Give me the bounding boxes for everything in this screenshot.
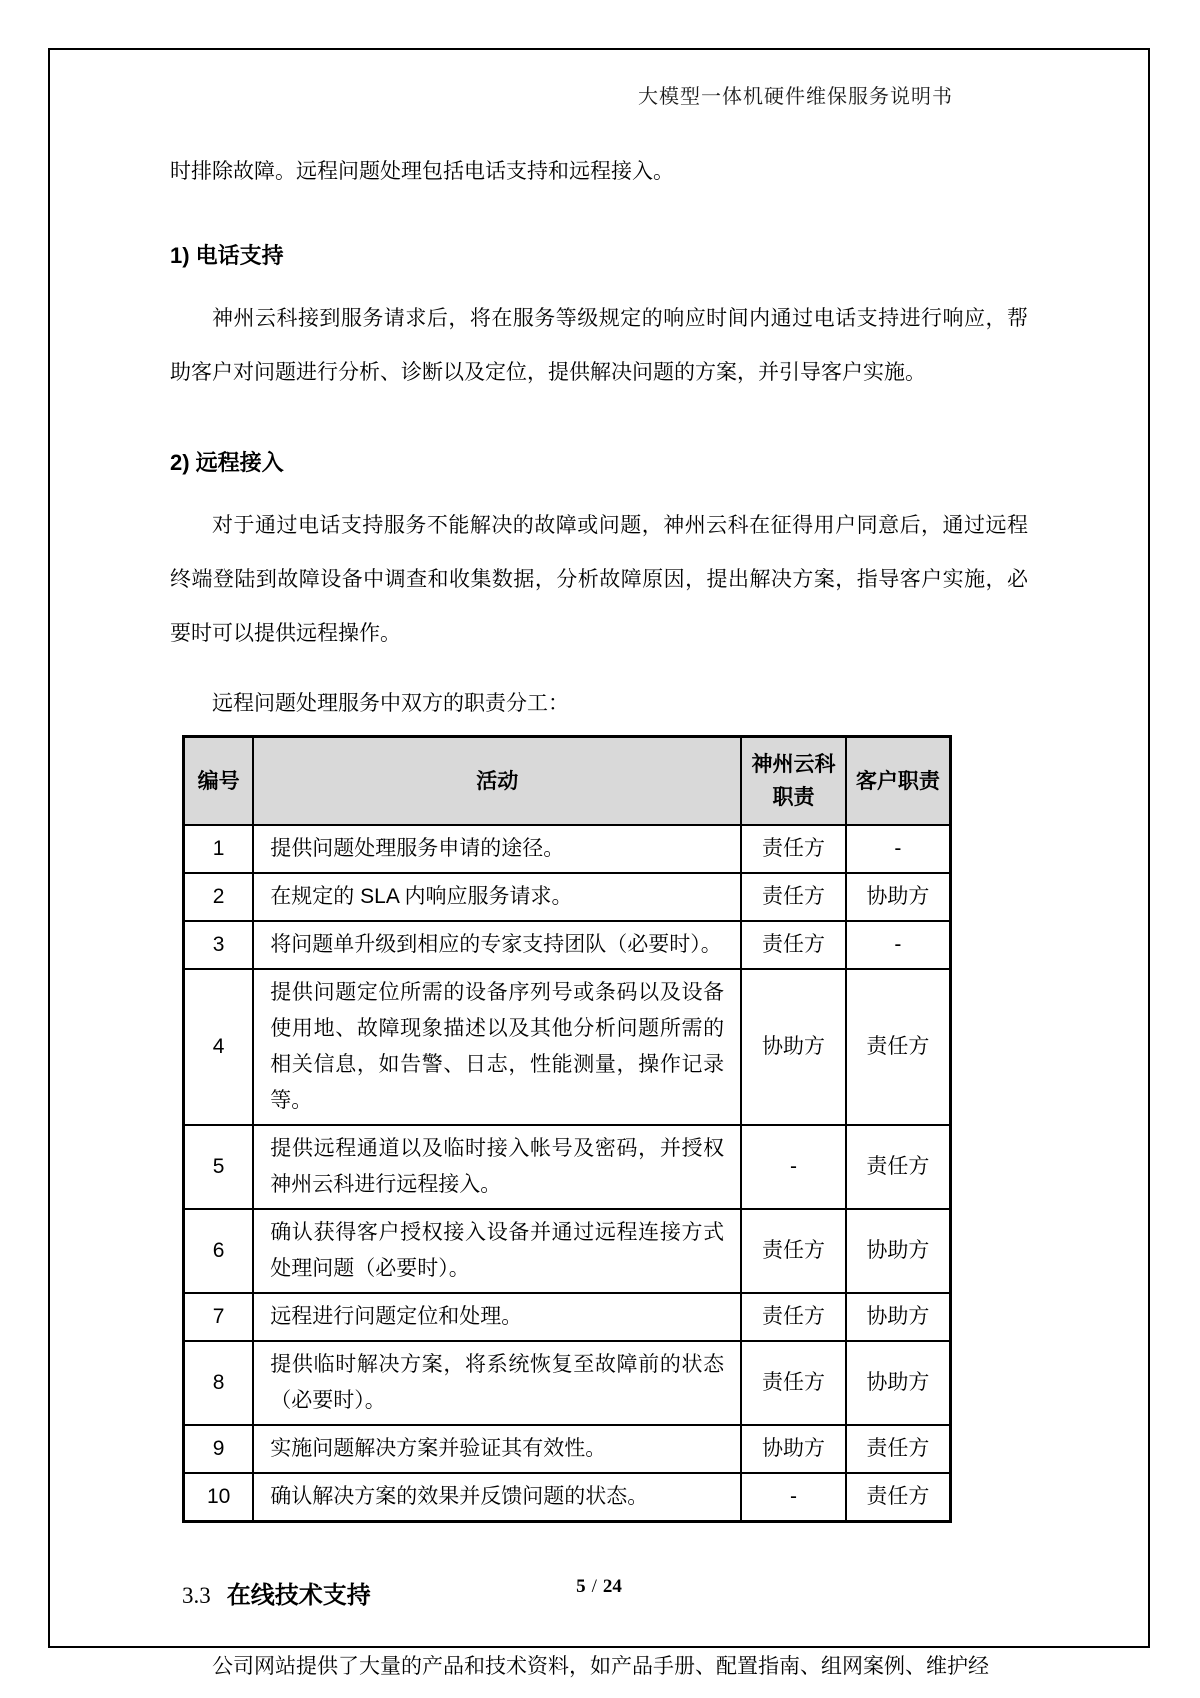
page-number-total: 24 bbox=[602, 1576, 622, 1597]
table-row bbox=[184, 1293, 951, 1341]
paragraph-online-support: 公司网站提供了大量的产品和技术资料，如产品手册、配置指南、组网案例、维护经 bbox=[212, 1655, 989, 1678]
customer-role-cell: - bbox=[846, 825, 951, 873]
table-row bbox=[184, 921, 951, 969]
customer-role-cell: 协助方 bbox=[846, 1293, 951, 1341]
page-number-current: 5 bbox=[576, 1576, 586, 1597]
subsection-heading-phone-support: 1) 电话支持 bbox=[170, 243, 284, 268]
row-number-cell: 8 bbox=[184, 1341, 254, 1425]
activity-cell: 确认解决方案的效果并反馈问题的状态。 bbox=[253, 1473, 741, 1522]
table-header-row bbox=[184, 737, 951, 826]
table-row bbox=[184, 825, 951, 873]
section-number: 3.3 bbox=[182, 1583, 211, 1608]
vendor-role-cell: 责任方 bbox=[741, 1209, 846, 1293]
table-row bbox=[184, 1125, 951, 1209]
activity-cell: 提供问题定位所需的设备序列号或条码以及设备使用地、故障现象描述以及其他分析问题所需的相关信息，如告警、日志，性能测量，操作记录等。 bbox=[253, 969, 741, 1125]
vendor-role-cell: - bbox=[741, 1473, 846, 1522]
section-title: 在线技术支持 bbox=[226, 1582, 371, 1609]
row-number-cell: 9 bbox=[184, 1425, 254, 1473]
table-header-cell: 神州云科 职责 bbox=[741, 737, 846, 826]
responsibility-table-body bbox=[184, 825, 951, 1522]
activity-cell: 实施问题解决方案并验证其有效性。 bbox=[253, 1425, 741, 1473]
customer-role-cell: 协助方 bbox=[846, 1209, 951, 1293]
table-row bbox=[184, 1209, 951, 1293]
customer-role-cell: 责任方 bbox=[846, 1473, 951, 1522]
lead-paragraph: 时排除故障。远程问题处理包括电话支持和远程接入。 bbox=[170, 160, 674, 183]
page-header-title: 大模型一体机硬件维保服务说明书 bbox=[638, 86, 953, 108]
responsibility-table bbox=[182, 735, 952, 1523]
row-number-cell: 7 bbox=[184, 1293, 254, 1341]
vendor-role-cell: 责任方 bbox=[741, 1293, 846, 1341]
activity-cell: 提供远程通道以及临时接入帐号及密码，并授权神州云科进行远程接入。 bbox=[253, 1125, 741, 1209]
table-header-cell: 活动 bbox=[253, 737, 741, 826]
table-row bbox=[184, 1341, 951, 1425]
vendor-role-cell: 责任方 bbox=[741, 1341, 846, 1425]
row-number-cell: 5 bbox=[184, 1125, 254, 1209]
vendor-role-cell: 责任方 bbox=[741, 873, 846, 921]
vendor-role-cell: 责任方 bbox=[741, 825, 846, 873]
vendor-role-cell: 责任方 bbox=[741, 921, 846, 969]
customer-role-cell: 协助方 bbox=[846, 873, 951, 921]
row-number-cell: 10 bbox=[184, 1473, 254, 1522]
table-row bbox=[184, 1425, 951, 1473]
page-border-frame bbox=[48, 48, 1150, 1678]
customer-role-cell: 协助方 bbox=[846, 1341, 951, 1425]
row-number-cell: 6 bbox=[184, 1209, 254, 1293]
table-row bbox=[184, 1473, 951, 1522]
vendor-role-cell: 协助方 bbox=[741, 1425, 846, 1473]
subsection-heading-remote-access: 2) 远程接入 bbox=[170, 450, 284, 475]
customer-role-cell: 责任方 bbox=[846, 1125, 951, 1209]
table-row bbox=[184, 873, 951, 921]
activity-cell: 在规定的 SLA 内响应服务请求。 bbox=[253, 873, 741, 921]
page-content bbox=[50, 145, 1148, 1694]
customer-role-cell: 责任方 bbox=[846, 969, 951, 1125]
page-footer bbox=[50, 1576, 1148, 1598]
vendor-role-cell: - bbox=[741, 1125, 846, 1209]
paragraph-remote-access: 对于通过电话支持服务不能解决的故障或问题，神州云科在征得用户同意后，通过远程终端登陆到故障设备中调查和收集数据，分析故障原因，提出解决方案，指导客户实施，必要时可以提供远程操作。 bbox=[170, 514, 1028, 645]
responsibility-table-head bbox=[184, 737, 951, 826]
activity-cell: 将问题单升级到相应的专家支持团队（必要时）。 bbox=[253, 921, 741, 969]
paragraph-phone-support: 神州云科接到服务请求后，将在服务等级规定的响应时间内通过电话支持进行响应，帮助客户对问题进行分析、诊断以及定位，提供解决问题的方案，并引导客户实施。 bbox=[170, 307, 1028, 384]
row-number-cell: 2 bbox=[184, 873, 254, 921]
activity-cell: 提供问题处理服务申请的途径。 bbox=[253, 825, 741, 873]
customer-role-cell: 责任方 bbox=[846, 1425, 951, 1473]
row-number-cell: 3 bbox=[184, 921, 254, 969]
activity-cell: 远程进行问题定位和处理。 bbox=[253, 1293, 741, 1341]
page-number-separator: / bbox=[591, 1576, 597, 1597]
vendor-role-cell: 协助方 bbox=[741, 969, 846, 1125]
row-number-cell: 1 bbox=[184, 825, 254, 873]
table-intro-text: 远程问题处理服务中双方的职责分工： bbox=[212, 692, 569, 715]
customer-role-cell: - bbox=[846, 921, 951, 969]
row-number-cell: 4 bbox=[184, 969, 254, 1125]
table-header-cell: 编号 bbox=[184, 737, 254, 826]
table-header-cell: 客户职责 bbox=[846, 737, 951, 826]
activity-cell: 提供临时解决方案，将系统恢复至故障前的状态（必要时）。 bbox=[253, 1341, 741, 1425]
table-row bbox=[184, 969, 951, 1125]
activity-cell: 确认获得客户授权接入设备并通过远程连接方式处理问题（必要时）。 bbox=[253, 1209, 741, 1293]
